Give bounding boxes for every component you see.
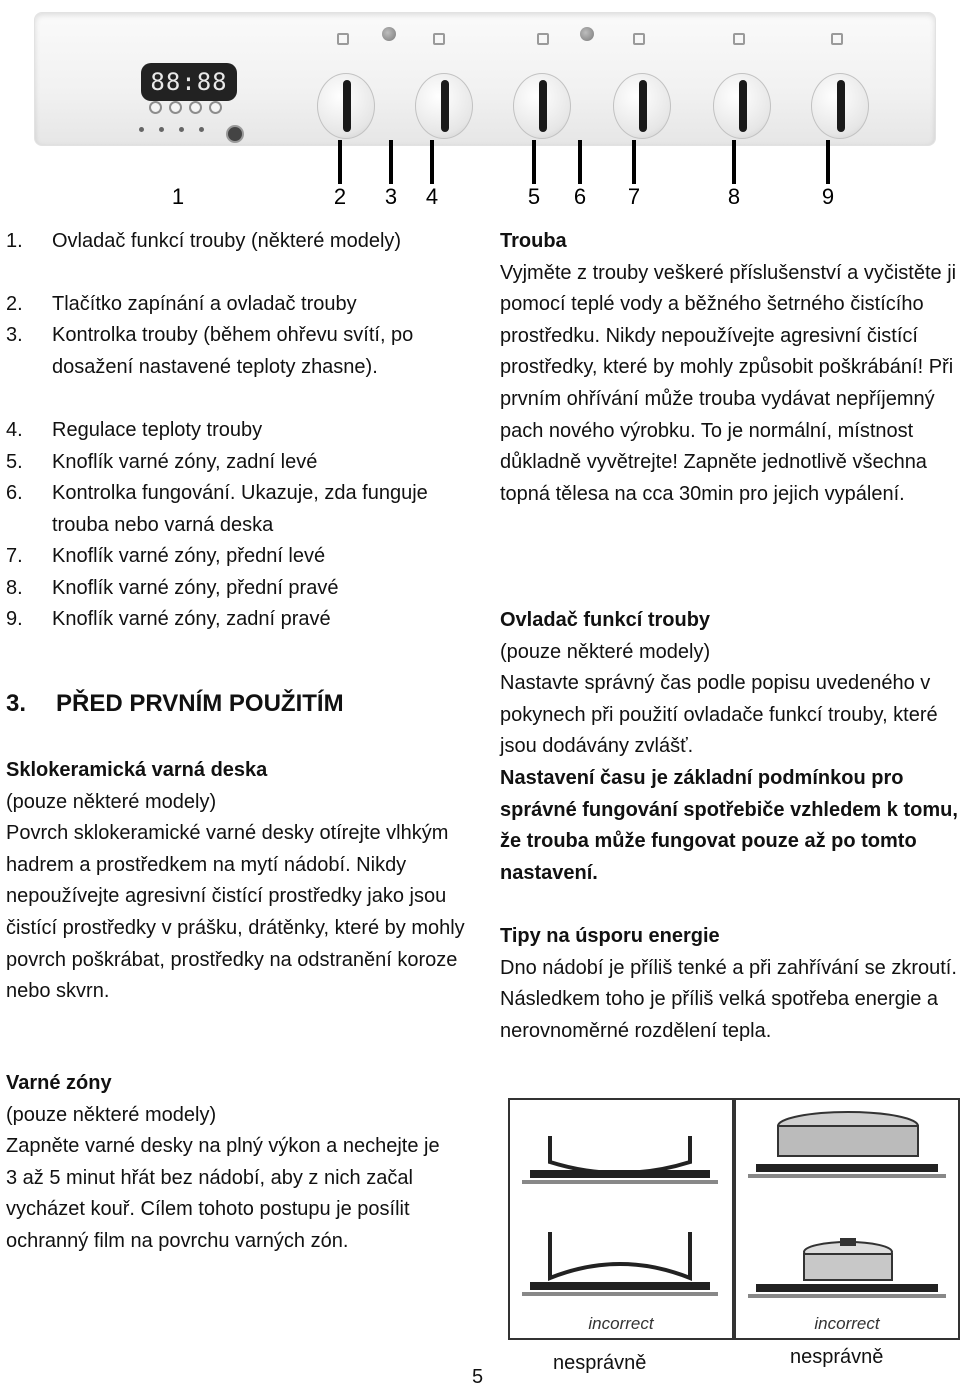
- oven-function-section: [500, 605, 958, 889]
- hob-zones-section: [6, 1068, 456, 1258]
- section-title: PŘED PRVNÍM POUŽITÍM: [56, 690, 344, 717]
- legend-item: [6, 447, 476, 479]
- timer-main-button: [226, 125, 244, 143]
- legend-text: Kontrolka fungování. Ukazuje, zda funguje trouba nebo varná deska: [52, 482, 428, 536]
- knob-grip: [539, 80, 547, 132]
- energy-tips-text: Dno nádobí je příliš tenké a při zahřívání se zkroutí. Následkem toho je příliš velká spotřeba energie a nerovnoměrné rozdělení tepla.: [500, 956, 957, 1042]
- legend-number: 8.: [6, 577, 23, 599]
- section-number: 3.: [6, 690, 27, 717]
- legend-item: [6, 226, 476, 258]
- indicator-dot: [179, 127, 184, 132]
- illustration-caption: nesprávně: [790, 1346, 884, 1368]
- operation-lamp-icon: [580, 27, 594, 41]
- glass-ceramic-section: [6, 755, 466, 1008]
- callout-line: [532, 140, 536, 184]
- illustration-warped-pot: [734, 1098, 960, 1340]
- callout-line: [430, 140, 434, 184]
- callout-line: [389, 140, 393, 184]
- legend-number: 1.: [6, 230, 23, 252]
- legend-text: Kontrolka trouby (během ohřevu svítí, po dosažení nastavené teploty zhasne).: [52, 324, 414, 378]
- illustration-concave-pan: [508, 1098, 734, 1340]
- concave-pan-drawing: [510, 1100, 732, 1338]
- knob-grip: [739, 80, 747, 132]
- callout-number: 1: [171, 184, 185, 209]
- callout-line: [338, 140, 342, 184]
- oven-temperature-knob: [415, 73, 473, 139]
- oven-function-text: Nastavte správný čas podle popisu uvedeného v pokynech při použití ovladače funkcí trouby, které jsou dodávány zvlášť.: [500, 672, 938, 758]
- callout-line: [732, 140, 736, 184]
- hob-knob-rear-left: [513, 73, 571, 139]
- hob-zones-title: Varné zóny: [6, 1072, 112, 1094]
- legend-text: Knoflík varné zóny, přední levé: [52, 545, 326, 567]
- oven-lamp-icon: [382, 27, 396, 41]
- timer-button: [189, 101, 202, 114]
- oven-function-note: (pouze některé modely): [500, 640, 711, 663]
- callout-line: [632, 140, 636, 184]
- oven-function-knob: [317, 73, 375, 139]
- hob-knob-rear-right: [811, 73, 869, 139]
- legend-text: Knoflík varné zóny, přední pravé: [52, 577, 339, 599]
- control-panel: [34, 12, 936, 146]
- oven-symbol-icon: [337, 33, 349, 45]
- page-number: 5: [472, 1366, 484, 1388]
- callout-number: 9: [821, 184, 835, 209]
- hob-symbol-icon: [537, 33, 549, 45]
- indicator-dot: [139, 127, 144, 132]
- callout-number: 2: [333, 184, 347, 209]
- knob-grip: [639, 80, 647, 132]
- energy-tips-title: Tipy na úsporu energie: [500, 925, 720, 947]
- legend-item: [6, 320, 476, 383]
- legend-item: [6, 415, 476, 447]
- oven-text: Vyjměte z trouby veškeré příslušenství a vyčistěte ji pomocí teplé vody a běžného šetrného čistícího prostředku. Nikdy nepoužívejte agresivní čistící prostředky, které by mohly způsobit poškrábání! Při prvním ohřívání může trouba vydávat nepříjemný pach nového výrobku. To je normální, místnost důkladně vyvětrejte! Zapněte jednotlivě všechna topná tělesa na cca 30min pro jejich vypálení.: [500, 261, 957, 505]
- legend-text: Regulace teploty trouby: [52, 419, 263, 441]
- legend-item: [6, 289, 476, 321]
- legend-number: 6.: [6, 482, 23, 504]
- clock-display: 88:88: [141, 63, 237, 101]
- temperature-symbol-icon: [433, 33, 445, 45]
- callout-number: 7: [627, 184, 641, 209]
- callout-number: 6: [573, 184, 587, 209]
- energy-tips-section: [500, 921, 958, 1047]
- warped-pot-drawing: [736, 1100, 958, 1338]
- legend-item: [6, 573, 476, 605]
- legend-text: Tlačítko zapínání a ovladač trouby: [52, 293, 357, 315]
- knob-grip: [441, 80, 449, 132]
- legend-text: Knoflík varné zóny, zadní pravé: [52, 608, 331, 630]
- callout-line: [826, 140, 830, 184]
- section-heading: [6, 688, 344, 720]
- glass-ceramic-title: Sklokeramická varná deska: [6, 759, 268, 781]
- hob-symbol-icon: [633, 33, 645, 45]
- callout-number: 4: [425, 184, 439, 209]
- knob-grip: [837, 80, 845, 132]
- glass-ceramic-note: (pouze některé modely): [6, 790, 217, 813]
- legend-text: Knoflík varné zóny, zadní levé: [52, 451, 318, 473]
- timer-button: [149, 101, 162, 114]
- illustration-caption: nesprávně: [553, 1352, 647, 1374]
- hob-symbol-icon: [733, 33, 745, 45]
- callout-number: 5: [527, 184, 541, 209]
- legend-text: Ovladač funkcí trouby (některé modely): [52, 230, 402, 252]
- indicator-dot: [159, 127, 164, 132]
- hob-knob-front-left: [613, 73, 671, 139]
- knob-grip: [343, 80, 351, 132]
- legend-item: [6, 604, 476, 636]
- legend-item: [6, 541, 476, 573]
- glass-ceramic-text: Povrch sklokeramické varné desky otírejte vlhkým hadrem a prostředkem na mytí nádobí. Nikdy nepoužívejte agresivní čistící prostředky jako jsou čistící prostředky v prášku, drátěnky, které by mohly povrch poškrábat, prostředky na odstranění koroze nebo skvrn.: [6, 822, 465, 1003]
- legend-item: [6, 478, 476, 541]
- hob-knob-front-right: [713, 73, 771, 139]
- legend-number: 9.: [6, 608, 23, 630]
- legend-number: 7.: [6, 545, 23, 567]
- timer-button: [209, 101, 222, 114]
- legend-number: 4.: [6, 419, 23, 441]
- legend-number: 3.: [6, 324, 23, 346]
- legend-number: 5.: [6, 451, 23, 473]
- callout-number: 3: [384, 184, 398, 209]
- hob-zones-text: Zapněte varné desky na plný výkon a nechejte je 3 až 5 minut hřát bez nádobí, aby z nich začal vycházet kouř. Cílem tohoto postupu je posílit ochranný film na povrchu varných zón.: [6, 1135, 440, 1252]
- indicator-dot: [199, 127, 204, 132]
- oven-section: [500, 226, 958, 510]
- incorrect-label: incorrect: [814, 1314, 880, 1333]
- oven-title: Trouba: [500, 230, 567, 252]
- legend-number: 2.: [6, 293, 23, 315]
- callout-number: 8: [727, 184, 741, 209]
- incorrect-label: incorrect: [588, 1314, 654, 1333]
- callout-line: [578, 140, 582, 184]
- oven-function-warning: Nastavení času je základní podmínkou pro správné fungování spotřebiče vzhledem k tomu, že trouba může fungovat pouze až po tomto nastavení.: [500, 766, 958, 884]
- hob-zones-note: (pouze některé modely): [6, 1103, 217, 1126]
- oven-function-title: Ovladač funkcí trouby: [500, 609, 711, 631]
- timer-button: [169, 101, 182, 114]
- hob-symbol-icon: [831, 33, 843, 45]
